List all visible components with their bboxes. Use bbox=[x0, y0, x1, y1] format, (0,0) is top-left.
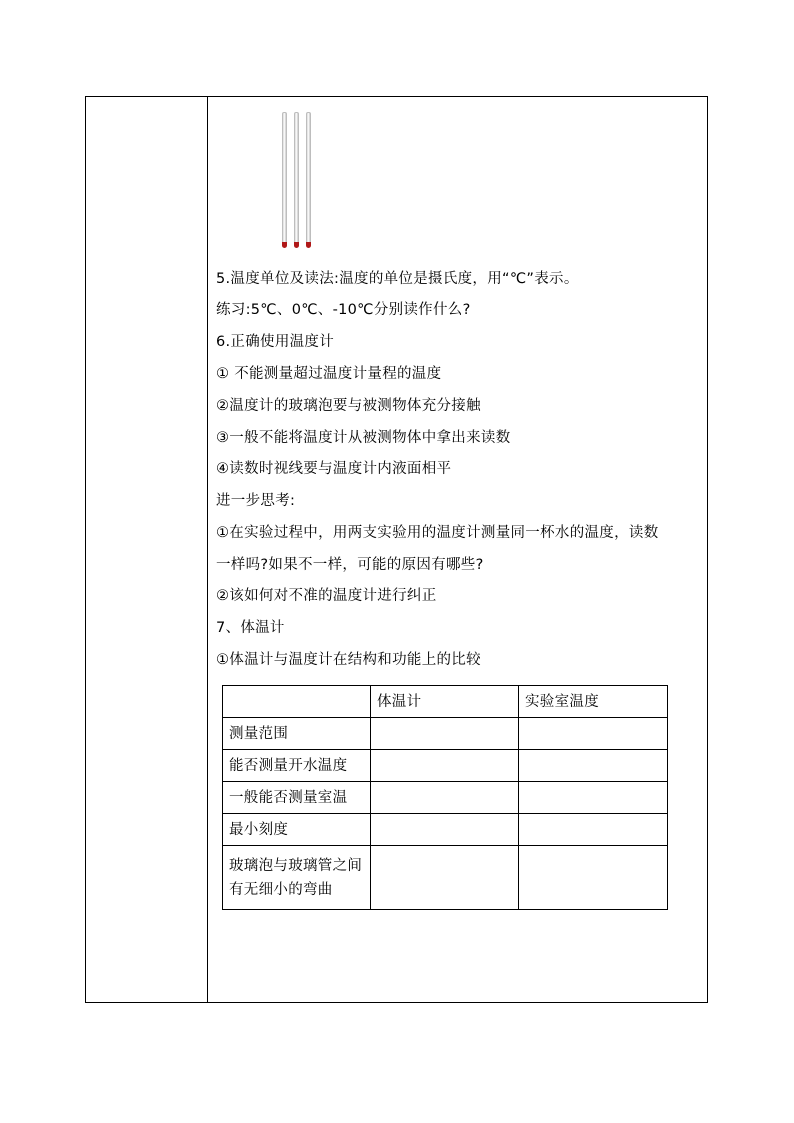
rule-1: ① 不能测量超过温度计量程的温度 bbox=[216, 366, 442, 382]
section-7-heading: 7、体温计 bbox=[216, 620, 285, 636]
header-cell bbox=[223, 686, 371, 718]
rule-2: ②温度计的玻璃泡要与被测物体充分接触 bbox=[216, 398, 481, 414]
table-cell bbox=[519, 814, 668, 846]
question-1-line-2: 一样吗?如果不一样，可能的原因有哪些? bbox=[216, 557, 484, 573]
table-row bbox=[223, 750, 668, 782]
thermometer-tube bbox=[282, 112, 287, 244]
question-2: ②该如何对不准的温度计进行纠正 bbox=[216, 588, 437, 604]
table-header-row bbox=[223, 686, 668, 718]
further-thinking-heading: 进一步思考: bbox=[216, 493, 296, 509]
thermometer-bulb bbox=[282, 242, 287, 248]
column-divider bbox=[207, 97, 208, 1002]
table-cell bbox=[371, 846, 519, 910]
table-cell bbox=[371, 750, 519, 782]
row-label: 最小刻度 bbox=[223, 814, 371, 846]
row-label: 测量范围 bbox=[223, 718, 371, 750]
table-cell bbox=[371, 814, 519, 846]
header-cell: 实验室温度 bbox=[519, 686, 668, 718]
question-1-line-1: ①在实验过程中，用两支实验用的温度计测量同一杯水的温度，读数 bbox=[216, 525, 659, 541]
practice-line: 练习:5℃、0℃、-10℃分别读作什么? bbox=[216, 302, 471, 318]
thermometer-bulb bbox=[294, 242, 299, 248]
table-cell bbox=[519, 718, 668, 750]
comparison-intro: ①体温计与温度计在结构和功能上的比较 bbox=[216, 652, 481, 668]
table-cell bbox=[371, 782, 519, 814]
section-6-heading: 6.正确使用温度计 bbox=[216, 334, 335, 350]
table-row bbox=[223, 718, 668, 750]
table-row bbox=[223, 846, 668, 910]
thermometers-image bbox=[282, 112, 322, 250]
row-label: 一般能否测量室温 bbox=[223, 782, 371, 814]
unit-reading-line: 5.温度单位及读法:温度的单位是摄氏度，用“℃”表示。 bbox=[216, 271, 579, 287]
comparison-table bbox=[222, 685, 668, 910]
thermometer-tube bbox=[306, 112, 311, 244]
worksheet-frame bbox=[85, 96, 708, 1003]
row-label: 玻璃泡与玻璃管之间有无细小的弯曲 bbox=[223, 846, 371, 910]
table-cell bbox=[519, 846, 668, 910]
row-label: 能否测量开水温度 bbox=[223, 750, 371, 782]
thermometer-tube bbox=[294, 112, 299, 244]
rule-4: ④读数时视线要与温度计内液面相平 bbox=[216, 461, 452, 477]
rule-3: ③一般不能将温度计从被测物体中拿出来读数 bbox=[216, 430, 511, 446]
table-cell bbox=[371, 718, 519, 750]
table-cell bbox=[519, 750, 668, 782]
header-cell: 体温计 bbox=[371, 686, 519, 718]
thermometer-bulb bbox=[306, 242, 311, 248]
table-row bbox=[223, 814, 668, 846]
table-row bbox=[223, 782, 668, 814]
table-cell bbox=[519, 782, 668, 814]
